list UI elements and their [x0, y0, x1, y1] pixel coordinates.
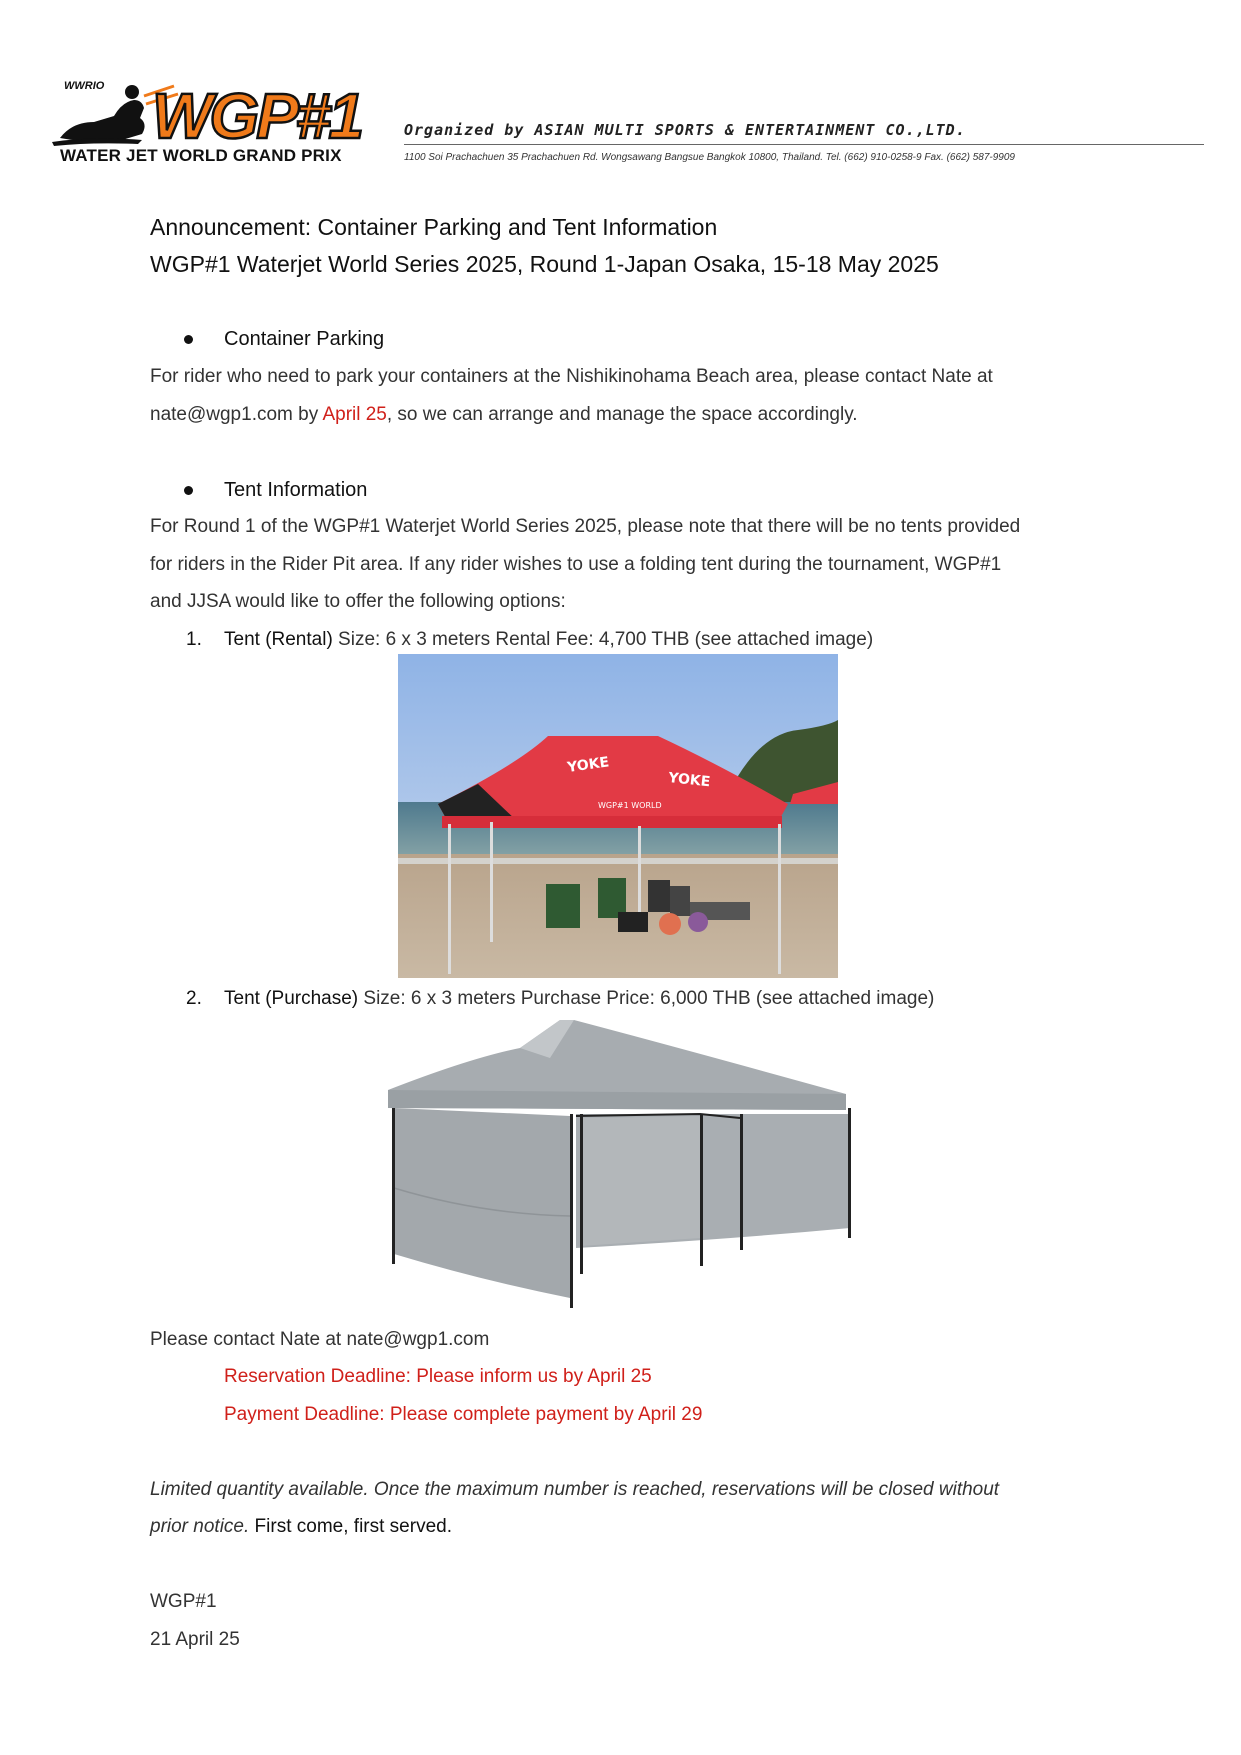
section-heading-text: Container Parking: [224, 328, 385, 350]
organizer-address: 1100 Soi Prachachuen 35 Prachachuen Rd. Wongsawang Bangsue Bangkok 10800, Thailand. Tel. (662) 910-0258-9 Fax. (662) 587-9909: [404, 152, 1015, 163]
tent-info-text-line-2: for riders in the Rider Pit area. If any rider wishes to use a folding tent during the tournament, WGP#1: [150, 554, 1002, 575]
rental-tent-photo-graphic: [398, 654, 838, 978]
limited-quantity-notice-line-1: Limited quantity available. Once the maximum number is reached, reservations will be closed without: [150, 1479, 1000, 1500]
option-number: 2.: [186, 988, 202, 1009]
tent-option-rental: [186, 629, 873, 651]
photo-text: WGP#1 WORLD: [598, 801, 662, 810]
tent-option-purchase: [186, 988, 934, 1010]
option-details: Size: 6 x 3 meters Purchase Price: 6,000 THB (see attached image): [358, 988, 935, 1009]
container-parking-text-line-2: [150, 404, 1090, 426]
option-details: Size: 6 x 3 meters Rental Fee: 4,700 THB (see attached image): [332, 629, 874, 650]
payment-deadline: Payment Deadline: Please complete payment by April 29: [224, 1404, 703, 1425]
option-name: Tent (Rental): [224, 629, 333, 650]
text-span: nate@wgp1.com by: [150, 404, 323, 425]
reservation-deadline: Reservation Deadline: Please inform us by April 25: [224, 1366, 652, 1387]
bullet-icon: [184, 486, 193, 495]
logo-small-text: WWRIO: [64, 80, 105, 92]
emphasis-text: First come, first served.: [249, 1516, 452, 1537]
option-name: Tent (Purchase): [224, 988, 359, 1009]
limited-quantity-notice-line-2: [150, 1516, 1090, 1538]
logo-tagline: WATER JET WORLD GRAND PRIX: [60, 146, 342, 165]
tent-info-text-line-3: and JJSA would like to offer the following options:: [150, 591, 566, 612]
section-heading-text: Tent Information: [224, 479, 368, 501]
organizer-line: Organized by ASIAN MULTI SPORTS & ENTERTAINMENT CO.,LTD.: [404, 121, 966, 139]
text-span: prior notice.: [150, 1516, 250, 1537]
option-number: 1.: [186, 629, 202, 650]
signature-date: 21 April 25: [150, 1629, 240, 1650]
photo-text: YOKE: [566, 754, 611, 776]
announcement-title: Announcement: Container Parking and Tent Information: [150, 214, 718, 240]
purchase-tent-photo: [380, 1018, 860, 1318]
text-span: , so we can arrange and manage the space accordingly.: [386, 404, 858, 425]
tent-info-text-line-1: For Round 1 of the WGP#1 Waterjet World Series 2025, please note that there will be no tents provided: [150, 516, 1021, 537]
signature-org: WGP#1: [150, 1591, 217, 1612]
purchase-tent-photo-graphic: [380, 1018, 860, 1318]
bullet-icon: [184, 335, 193, 344]
photo-text: YOKE: [667, 770, 711, 791]
contact-line: Please contact Nate at nate@wgp1.com: [150, 1329, 490, 1350]
logo-mark-text: WGP#1: [152, 80, 362, 150]
rental-tent-photo: [398, 654, 838, 978]
header-divider: [404, 144, 1204, 145]
container-parking-text-line-1: For rider who need to park your containers at the Nishikinohama Beach area, please contact Nate at: [150, 366, 993, 387]
announcement-subtitle: WGP#1 Waterjet World Series 2025, Round 1-Japan Osaka, 15-18 May 2025: [150, 251, 939, 277]
wgp1-logo: [52, 72, 388, 168]
deadline-highlight: April 25: [322, 404, 387, 425]
